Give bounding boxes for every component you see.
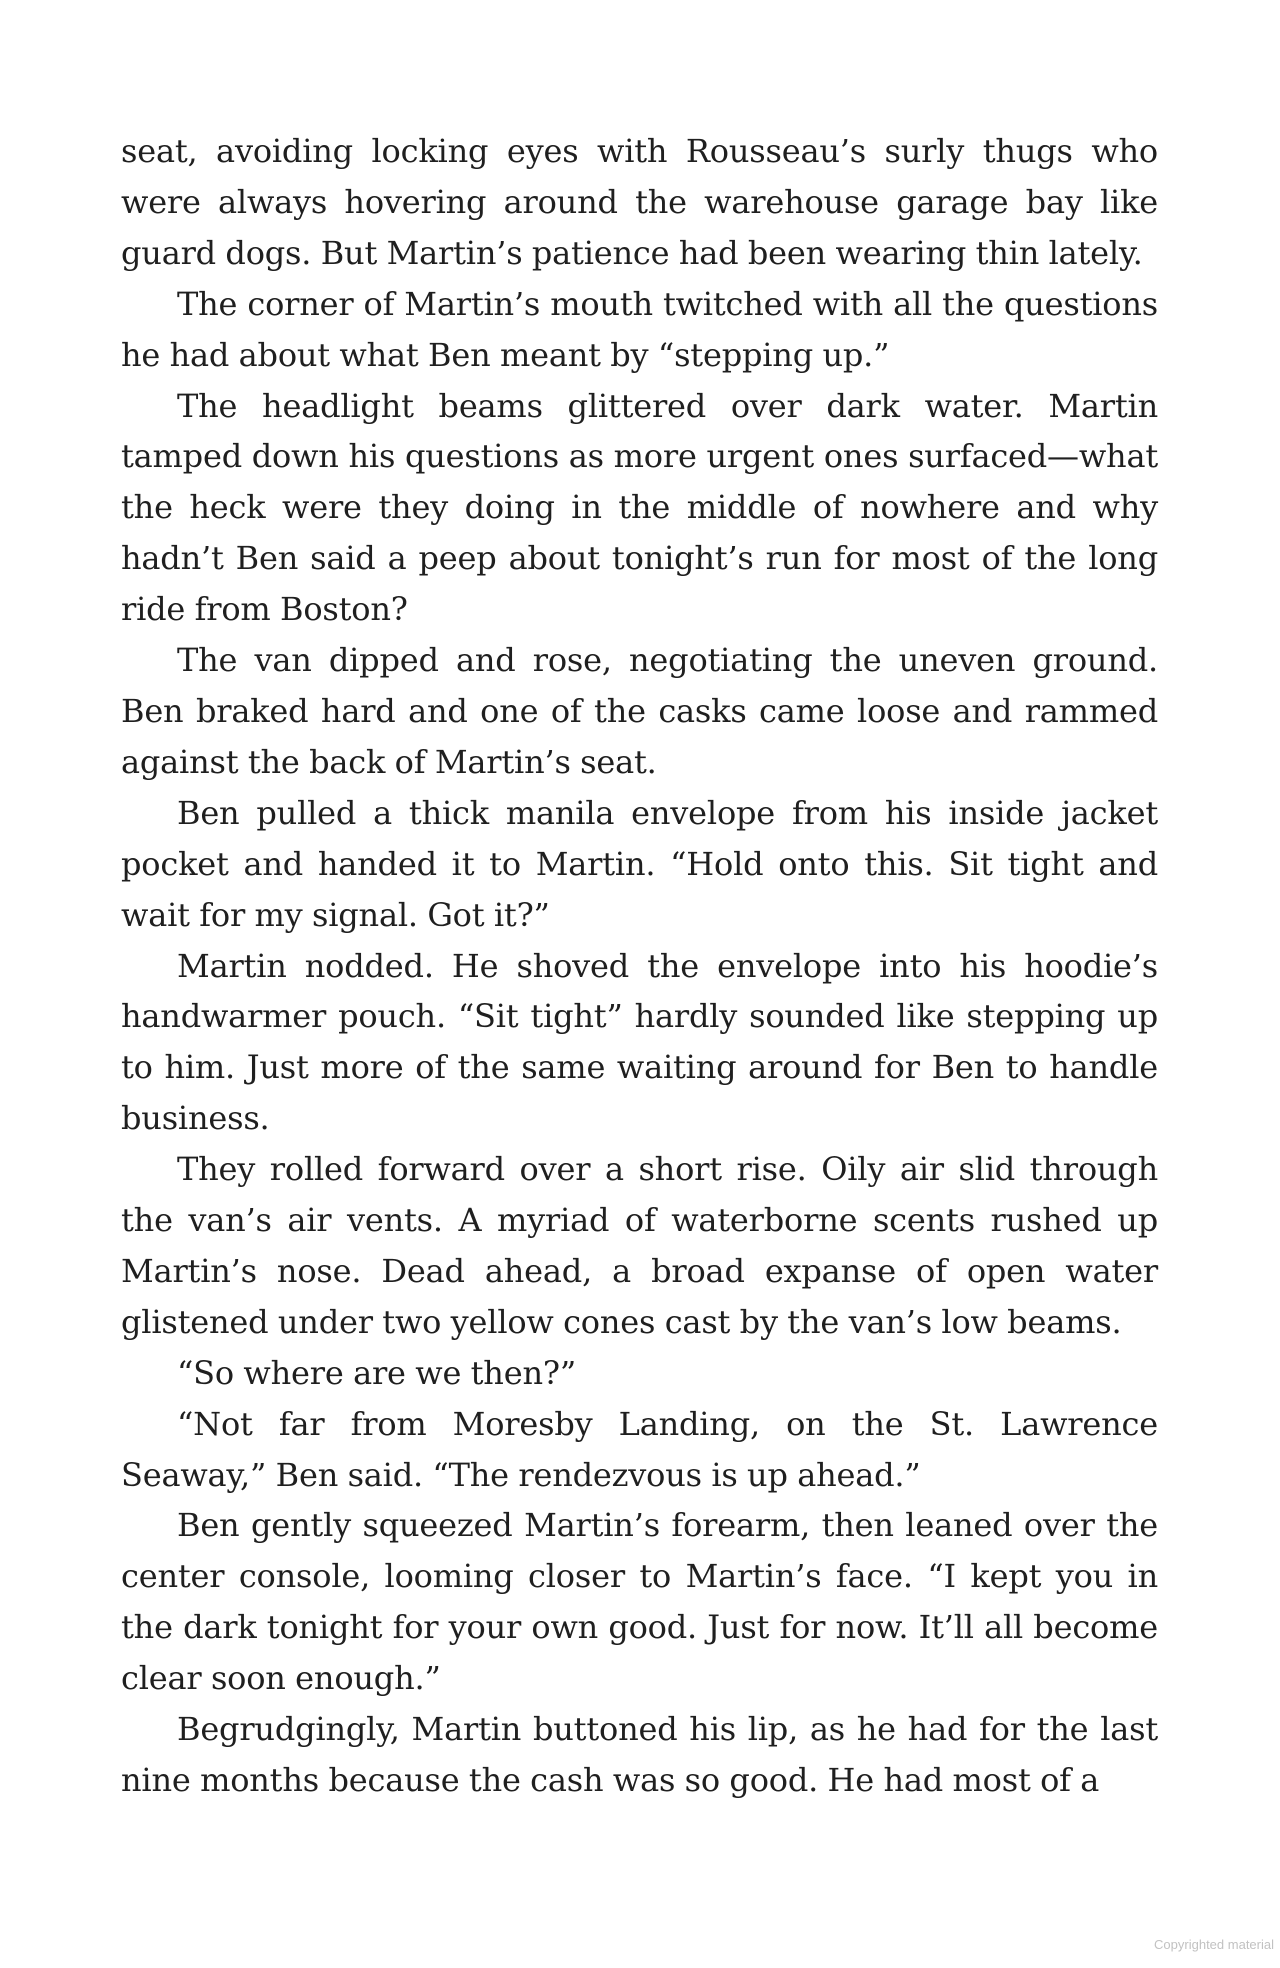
- paragraph-6: Martin nodded. He shoved the envelope into his hoodie’s handwarmer pouch. “Sit tight” hardly sounded like stepping up to him. Just more of the same waiting around for Ben to handle business.: [121, 946, 1158, 1138]
- paragraph-5: Ben pulled a thick manila envelope from his inside jacket pocket and handed it to Martin. “Hold onto this. Sit tight and wait for my signal. Got it?”: [121, 793, 1158, 934]
- copyright-watermark: Copyrighted material: [1154, 1937, 1274, 1952]
- paragraph-10: Ben gently squeezed Martin’s forearm, then leaned over the center console, looming closer to Martin’s face. “I kept you in the dark tonight for your own good. Just for now. It’ll all become clear soon enough.”: [121, 1506, 1158, 1698]
- paragraph-11: Begrudgingly, Martin buttoned his lip, as he had for the last nine months because the cash was so good. He had most of a: [121, 1710, 1158, 1799]
- page-text-block: [121, 126, 1158, 1806]
- paragraph-8: “So where are we then?”: [177, 1353, 576, 1392]
- paragraph-4: The van dipped and rose, negotiating the uneven ground. Ben braked hard and one of the casks came loose and rammed against the back of Martin’s seat.: [121, 641, 1158, 781]
- paragraph-2: The corner of Martin’s mouth twitched with all the questions he had about what Ben meant by “stepping up.”: [121, 284, 1158, 374]
- paragraph-7: They rolled forward over a short rise. Oily air slid through the van’s air vents. A myriad of waterborne scents rushed up Martin’s nose. Dead ahead, a broad expanse of open water glistened under two yellow cones cast by the van’s low beams.: [121, 1150, 1158, 1341]
- paragraph-9: “Not far from Moresby Landing, on the St. Lawrence Seaway,” Ben said. “The rendezvous is up ahead.”: [121, 1404, 1158, 1494]
- paragraph-3: The headlight beams glittered over dark water. Martin tamped down his questions as more urgent ones surfaced—what the heck were they doing in the middle of nowhere and why hadn’t Ben said a peep about tonight’s run for most of the long ride from Boston?: [121, 386, 1158, 629]
- paragraph-1: seat, avoiding locking eyes with Rousseau’s surly thugs who were always hovering around the warehouse garage bay like guard dogs. But Martin’s patience had been wearing thin lately.: [121, 132, 1158, 272]
